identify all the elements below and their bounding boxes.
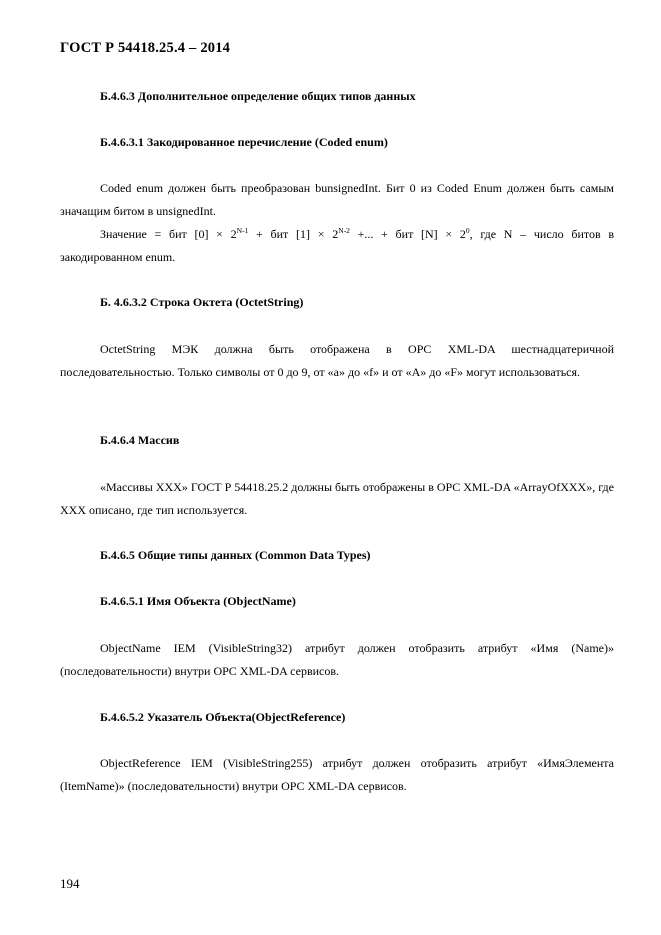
paragraph-coded-enum xyxy=(60,177,614,223)
paragraph-coded-enum-text: Coded enum должен быть преобразован bunsignedInt. Бит 0 из Coded Enum должен быть самым значащим битом в unsignedInt. xyxy=(60,181,614,218)
heading-b-4-6-3: Б.4.6.3 Дополнительное определение общих типов данных xyxy=(100,89,416,103)
document-header: ГОСТ Р 54418.25.4 – 2014 xyxy=(60,40,231,56)
heading-b-4-6-3-1: Б.4.6.3.1 Закодированное перечисление (Coded enum) xyxy=(100,135,388,149)
formula-line xyxy=(60,223,614,246)
formula-exponent-3: 0 xyxy=(465,226,470,235)
formula-exponent-2: N-2 xyxy=(338,226,350,235)
paragraph-object-name xyxy=(60,637,614,683)
paragraph-array-text: «Массивы XXX» ГОСТ Р 54418.25.2 должны быть отображены в OPC XML-DA «ArrayOfXXX», где XXX описано, где тип используется. xyxy=(60,480,614,517)
formula-part-c: +... + бит [N] × 2 xyxy=(349,227,466,241)
paragraph-octet-string xyxy=(60,338,614,384)
formula-part-d: , где N – число битов в xyxy=(469,227,615,241)
page-number: 194 xyxy=(60,876,80,891)
formula-part-a: Значение = бит [0] × 2 xyxy=(100,227,237,241)
heading-b-4-6-5-1: Б.4.6.5.1 Имя Объекта (ObjectName) xyxy=(100,594,296,608)
heading-b-4-6-4: Б.4.6.4 Массив xyxy=(100,433,180,447)
paragraph-value-formula xyxy=(60,223,614,269)
formula-part-b: + бит [1] × 2 xyxy=(248,227,339,241)
heading-b-4-6-3-2: Б. 4.6.3.2 Строка Октета (OctetString) xyxy=(100,295,304,309)
paragraph-object-reference-text: ObjectReference IEM (VisibleString255) атрибут должен отобразить атрибут «ИмяЭлемента (ItemName)» (последовательности) внутри OPC XML-DA сервисов. xyxy=(60,756,614,793)
formula-exponent-1: N-1 xyxy=(236,226,249,235)
formula-continuation: закодированном enum. xyxy=(60,250,176,264)
paragraph-object-name-text: ObjectName IEM (VisibleString32) атрибут должен отобразить атрибут «Имя (Name)» (последовательности) внутри OPC XML-DA сервисов. xyxy=(60,641,614,678)
heading-b-4-6-5-2: Б.4.6.5.2 Указатель Объекта(ObjectReference) xyxy=(100,710,346,724)
heading-b-4-6-5: Б.4.6.5 Общие типы данных (Common Data Types) xyxy=(100,548,371,562)
paragraph-object-reference xyxy=(60,752,614,798)
paragraph-array xyxy=(60,476,614,522)
paragraph-octet-string-text: OctetString МЭК должна быть отображена в OPC XML-DA шестнадцатеричной последовательностью. Только символы от 0 до 9, от «a» до «f» и от «A» до «F» могут использоваться. xyxy=(60,342,614,379)
